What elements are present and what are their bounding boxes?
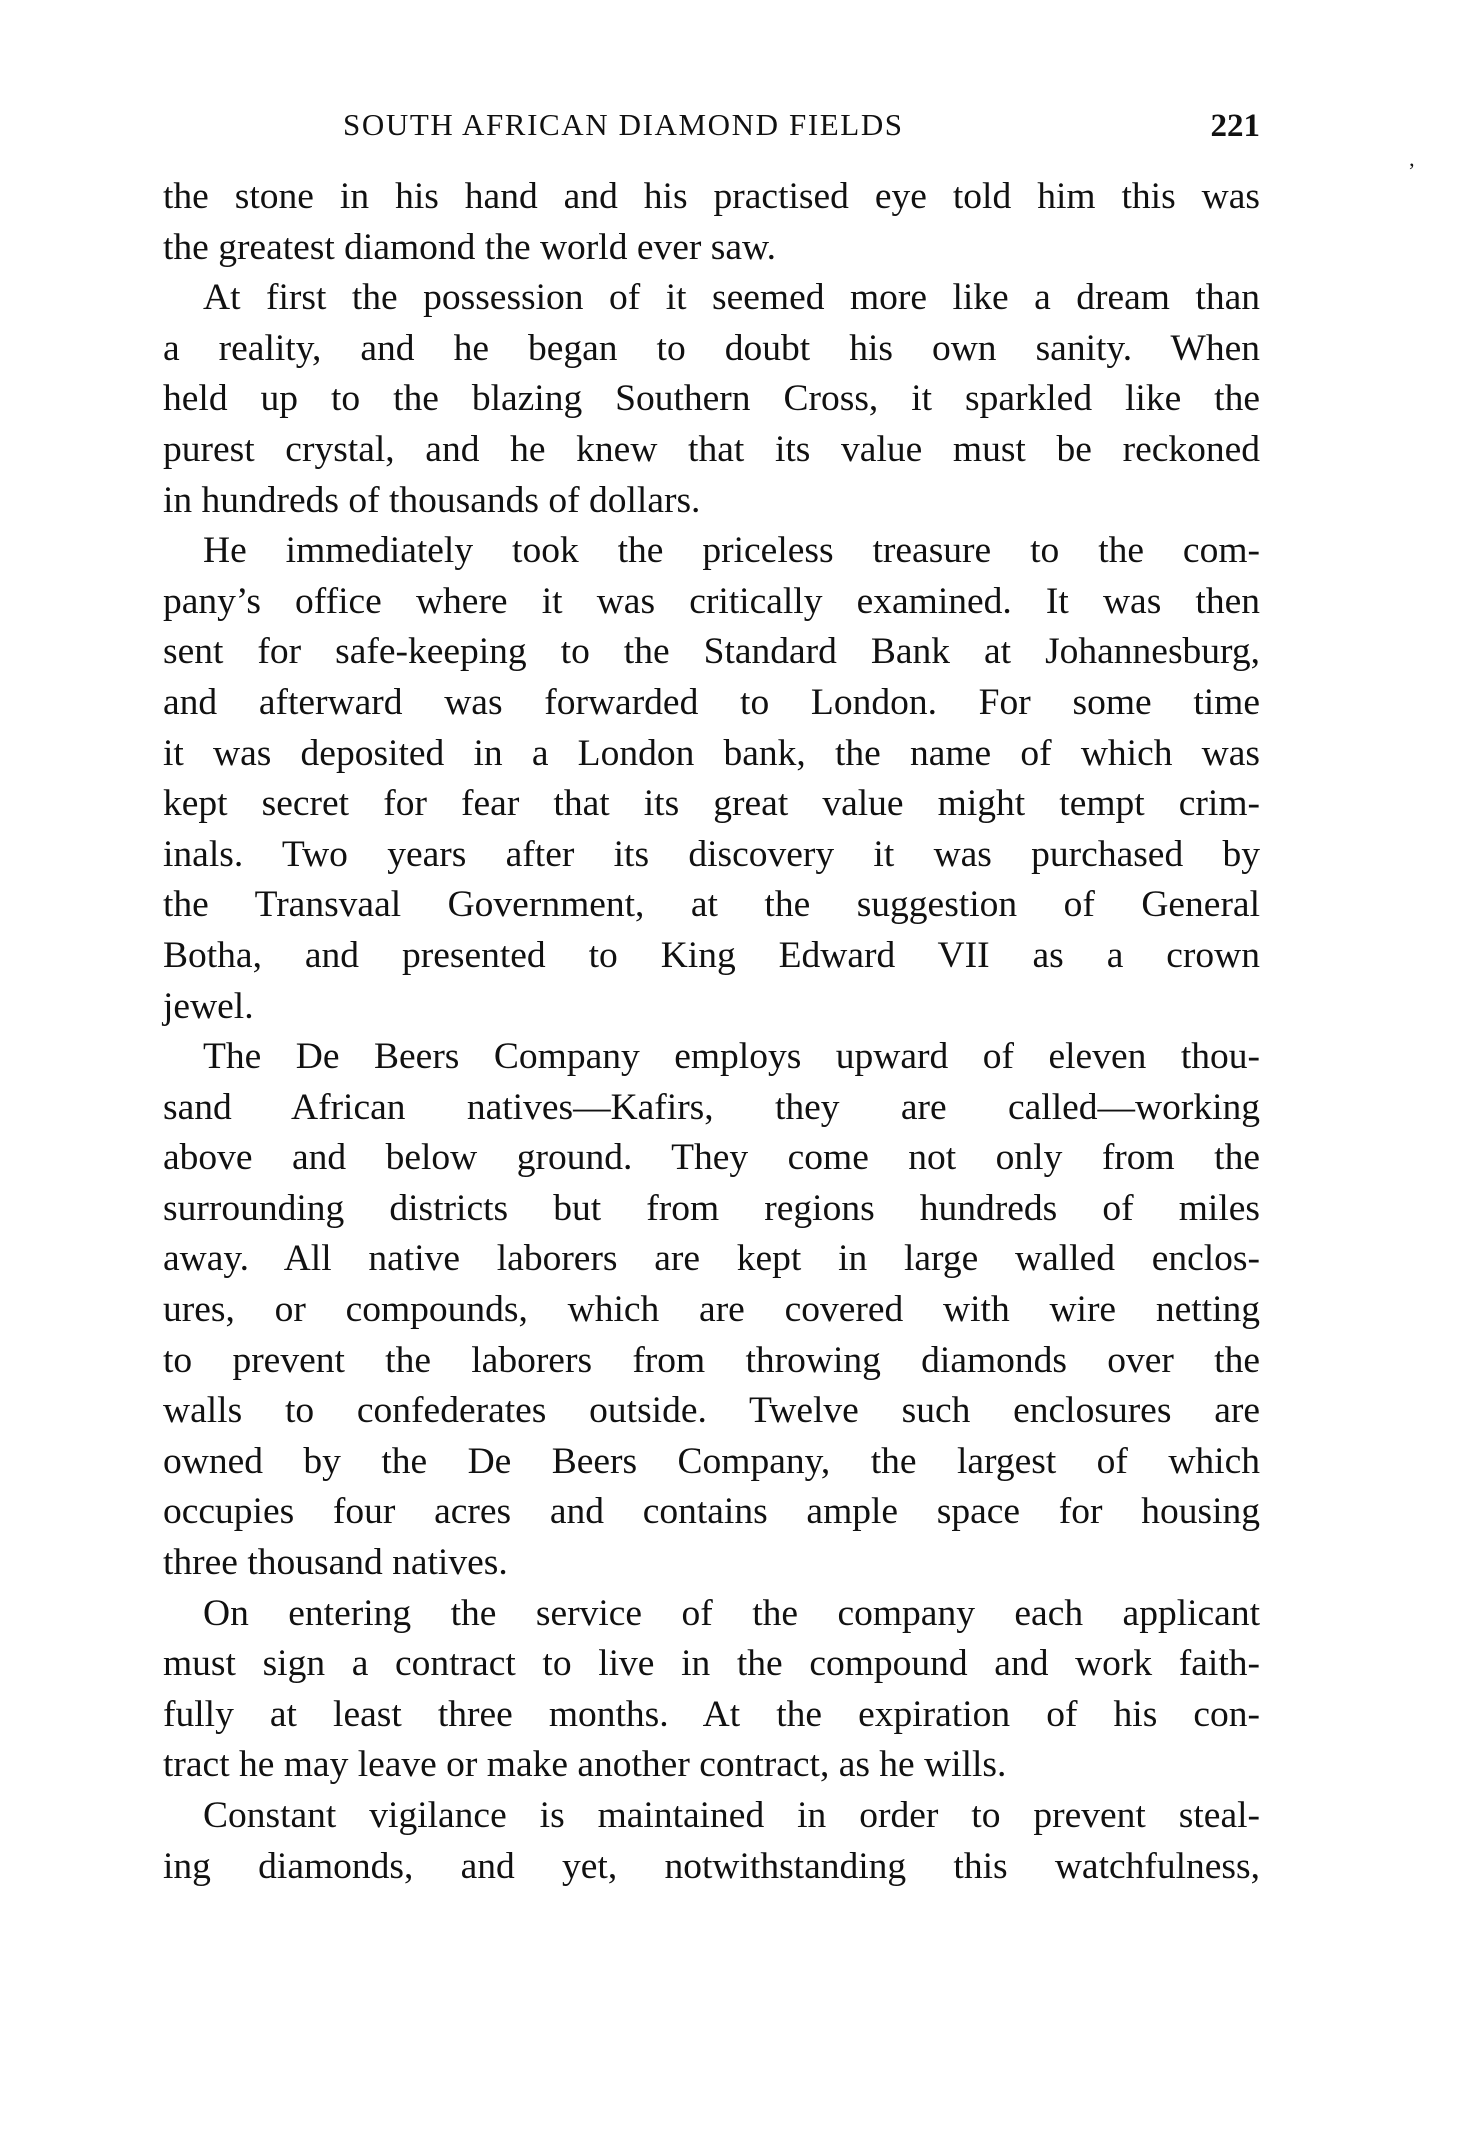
paragraph	[163, 172, 1260, 273]
text-line: the stone in his hand and his practised eye told him this was	[163, 176, 1260, 217]
text-line: three thousand natives.	[163, 1542, 508, 1584]
text-line: the Transvaal Government, at the suggestion of General	[163, 884, 1260, 926]
text-line: Constant vigilance is maintained in order to prevent steal-	[203, 1795, 1260, 1836]
text-line: above and below ground. They come not only from the	[163, 1137, 1260, 1179]
page-number: 221	[1210, 108, 1260, 144]
text-line: occupies four acres and contains ample space for housing	[163, 1491, 1260, 1533]
text-line: walls to confederates outside. Twelve such enclosures are	[163, 1390, 1260, 1432]
text-line: sent for safe-keeping to the Standard Bank at Johannesburg,	[163, 631, 1260, 673]
text-line: fully at least three months. At the expiration of his con-	[163, 1693, 1260, 1735]
text-line: pany’s office where it was critically examined. It was then	[163, 580, 1260, 622]
text-line: and afterward was forwarded to London. For some time	[163, 681, 1260, 723]
text-line: purest crystal, and he knew that its value must be reckoned	[163, 428, 1260, 470]
text-line: On entering the service of the company each applicant	[203, 1592, 1260, 1634]
paragraph	[163, 526, 1260, 1032]
paragraph	[163, 1791, 1260, 1892]
text-line: owned by the De Beers Company, the largest of which	[163, 1440, 1260, 1482]
text-line: inals. Two years after its discovery it was purchased by	[163, 833, 1260, 875]
paragraph	[163, 1589, 1260, 1791]
running-head	[163, 100, 1260, 150]
text-line: it was deposited in a London bank, the name of which was	[163, 732, 1260, 774]
text-line: the greatest diamond the world ever saw.	[163, 226, 776, 268]
text-line: held up to the blazing Southern Cross, it sparkled like the	[163, 378, 1260, 420]
body-text	[163, 172, 1260, 1892]
text-line: kept secret for fear that its great value might tempt crim-	[163, 783, 1260, 825]
paragraph	[163, 273, 1260, 526]
text-line: He immediately took the priceless treasure to the com-	[203, 530, 1260, 572]
text-line: surrounding districts but from regions hundreds of miles	[163, 1187, 1260, 1229]
text-line: to prevent the laborers from throwing diamonds over the	[163, 1339, 1260, 1381]
text-line: Botha, and presented to King Edward VII as a crown	[163, 934, 1260, 976]
text-line: The De Beers Company employs upward of eleven thou-	[203, 1036, 1260, 1078]
text-line: ures, or compounds, which are covered with wire netting	[163, 1289, 1260, 1331]
text-line: sand African natives—Kafirs, they are called—working	[163, 1086, 1260, 1128]
text-line: ing diamonds, and yet, notwithstanding this watchfulness,	[163, 1845, 1260, 1887]
text-line: away. All native laborers are kept in large walled enclos-	[163, 1238, 1260, 1280]
text-line: At first the possession of it seemed more like a dream than	[203, 277, 1260, 319]
text-line: must sign a contract to live in the compound and work faith-	[163, 1643, 1260, 1685]
text-line: a reality, and he began to doubt his own sanity. When	[163, 327, 1260, 369]
paragraph	[163, 1032, 1260, 1589]
text-line: jewel.	[163, 985, 254, 1027]
text-line: tract he may leave or make another contract, as he wills.	[163, 1744, 1007, 1786]
margin-mark: ’	[1408, 158, 1416, 183]
text-line: in hundreds of thousands of dollars.	[163, 479, 701, 521]
running-title: SOUTH AFRICAN DIAMOND FIELDS	[343, 107, 904, 142]
